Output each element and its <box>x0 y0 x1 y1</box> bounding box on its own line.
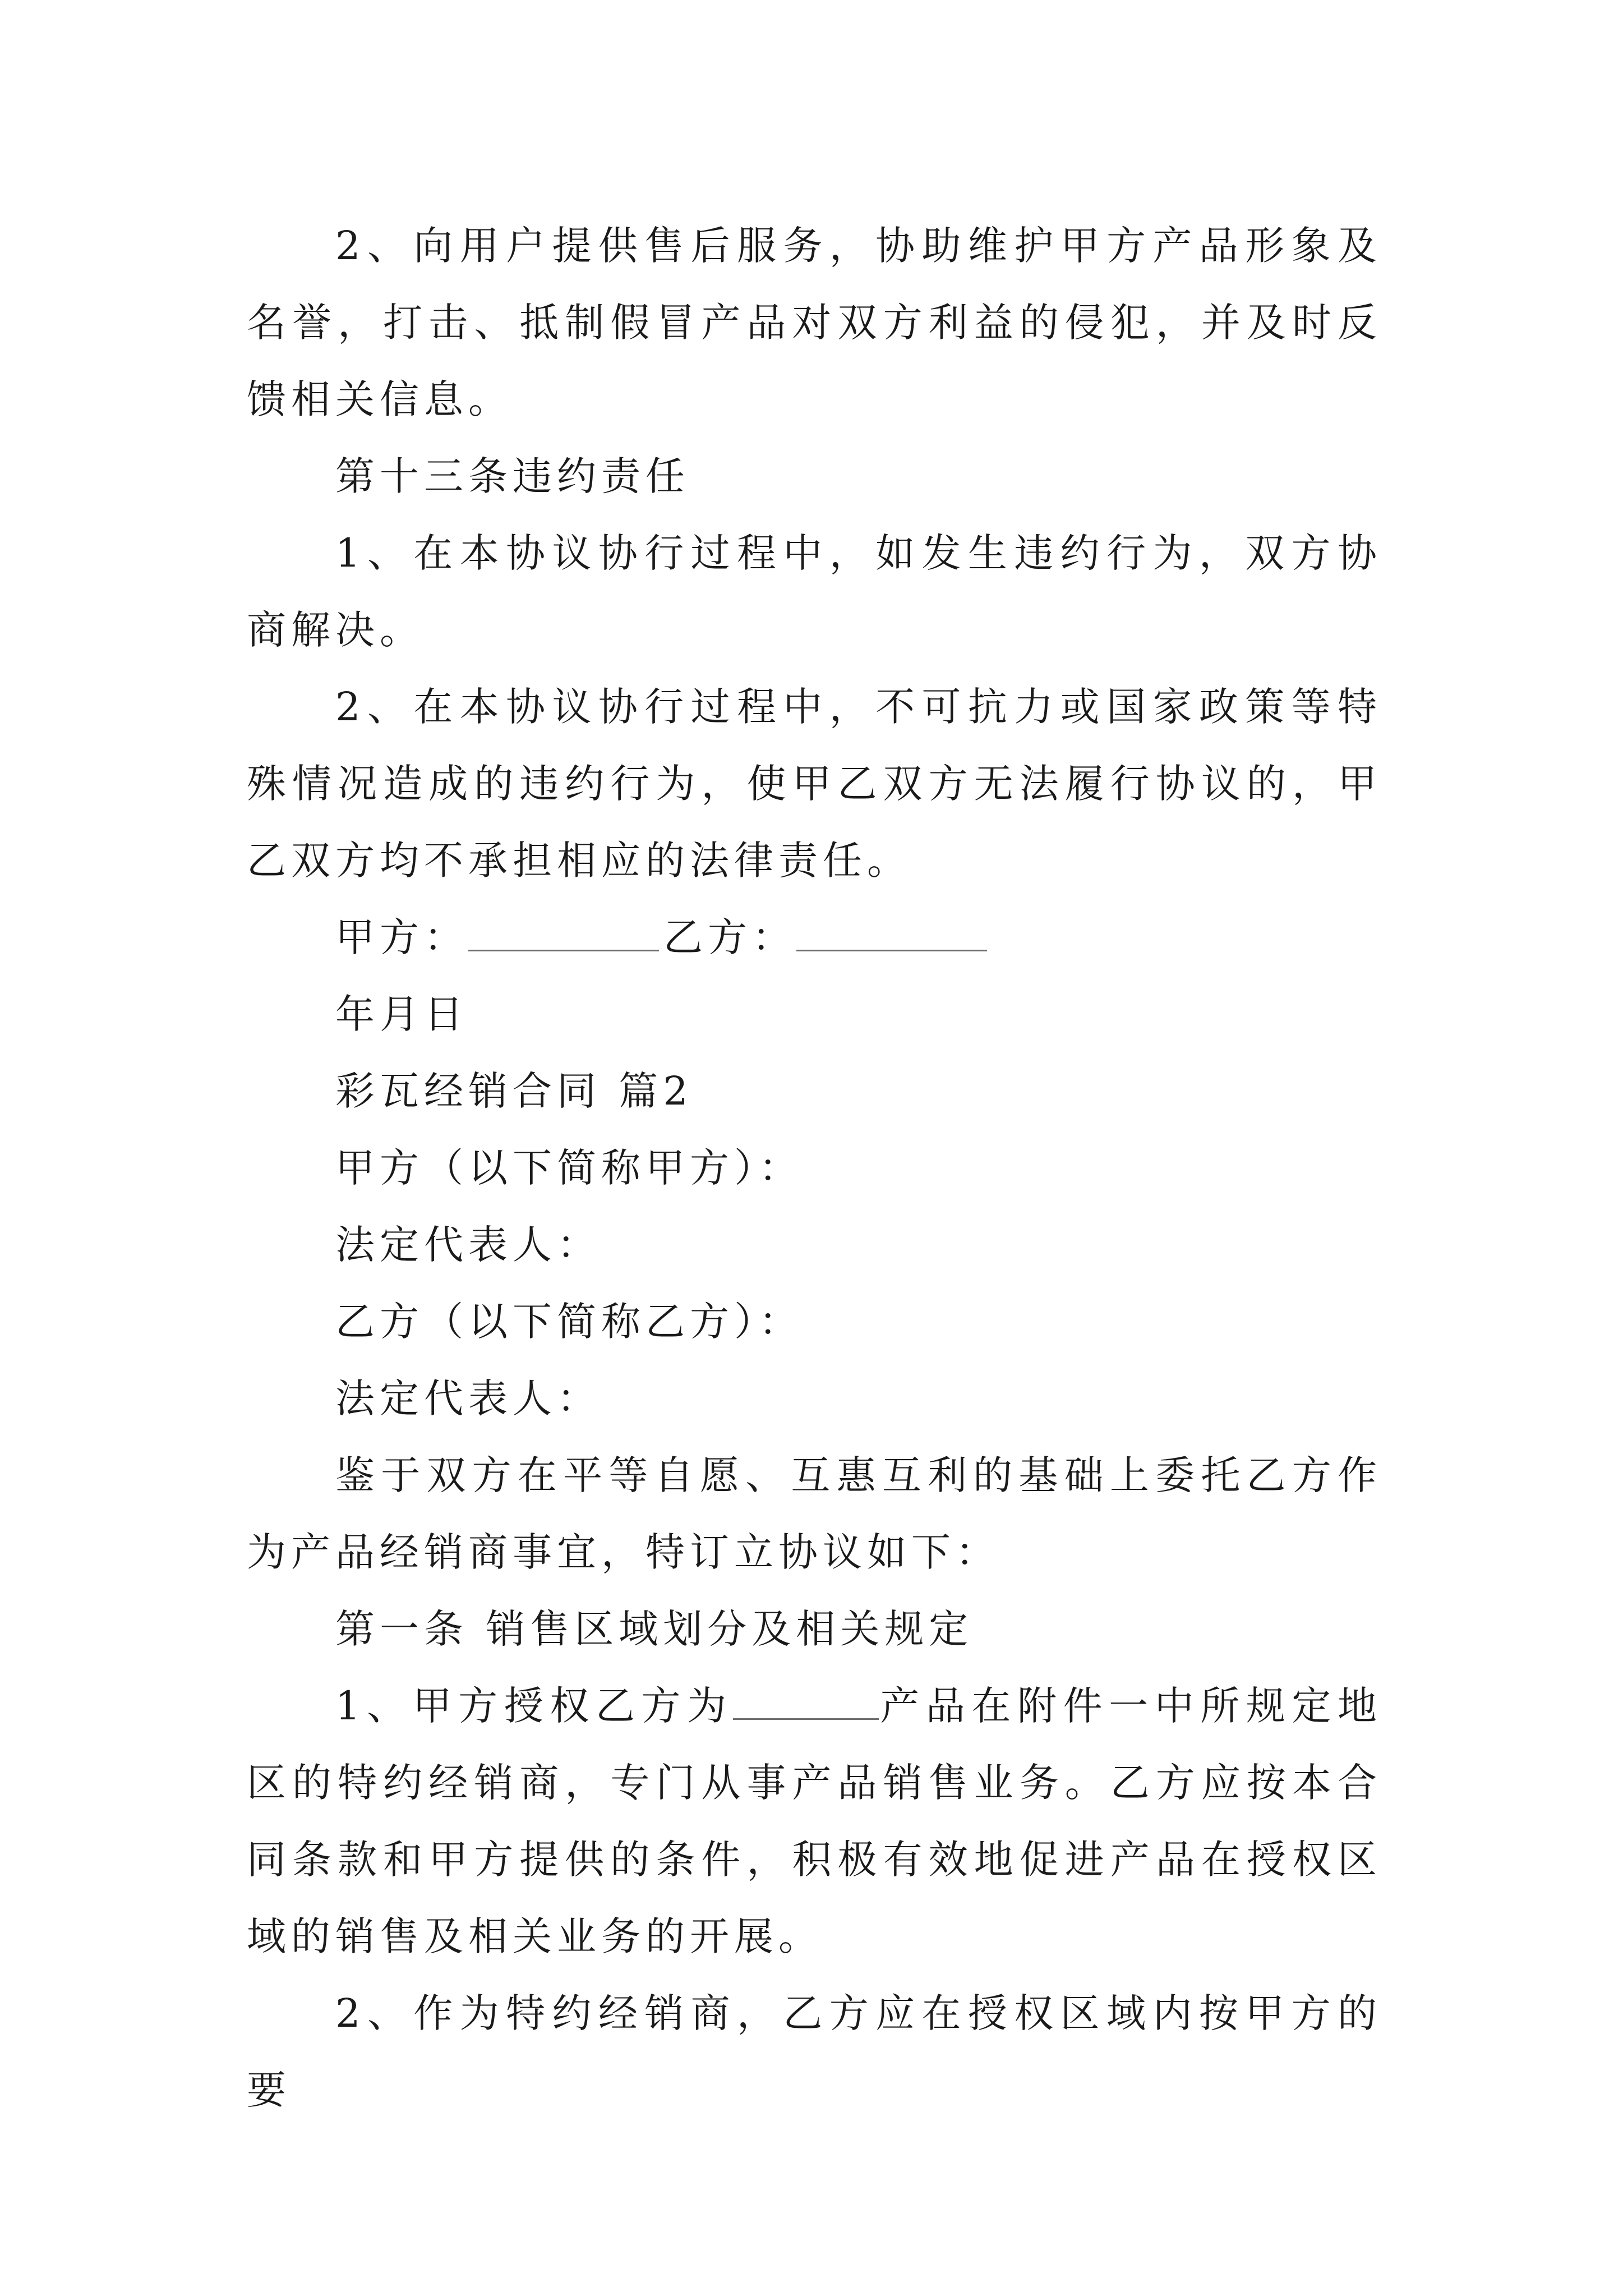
intro-paragraph: 鉴于双方在平等自愿、互惠互利的基础上委托乙方作为产品经销商事宜，特订立协议如下： <box>247 1452 1382 1575</box>
article-13-heading: 第十三条违约责任 <box>335 453 690 499</box>
paragraph-after-sales: 2、向用户提供售后服务，协助维护甲方产品形象及名誉，打击、抵制假冒产品对双方利益的侵犯，并及时反馈相关信息。 <box>247 223 1382 422</box>
product-name-blank <box>733 1668 879 1720</box>
party-a-line: 甲方（以下简称甲方）： <box>335 1145 803 1191</box>
signature-line <box>247 899 1382 976</box>
clause-1-text-start: 1、甲方授权乙方为 <box>335 1683 733 1729</box>
party-b-line: 乙方（以下简称乙方）： <box>335 1299 803 1345</box>
clause-1-text-end: 产品在附件一中所规定地区的特约经销商，专门从事产品销售业务。乙方应按本合同条款和甲方提供的条件，积极有效地促进产品在授权区域的销售及相关业务的开展。 <box>247 1683 1382 1959</box>
party-b-signature-blank <box>796 899 987 951</box>
paragraph-breach-1: 1、在本协议协行过程中，如发生违约行为，双方协商解决。 <box>247 530 1382 653</box>
party-b-representative-line: 法定代表人： <box>335 1375 601 1421</box>
contract-2-title: 彩瓦经销合同 篇2 <box>335 1068 693 1114</box>
party-a-signature-blank <box>468 899 659 951</box>
article-1-clause-2: 2、作为特约经销商，乙方应在授权区域内按甲方的要 <box>247 1990 1382 2113</box>
party-a-signature-label: 甲方： <box>335 914 468 960</box>
party-b-signature-label: 乙方： <box>663 914 796 960</box>
party-a-representative-line: 法定代表人： <box>335 1222 601 1268</box>
article-1-heading: 第一条 销售区域划分及相关规定 <box>335 1606 974 1652</box>
date-line: 年月日 <box>335 991 468 1037</box>
document-body <box>247 208 1382 2129</box>
paragraph-breach-2: 2、在本协议协行过程中，不可抗力或国家政策等特殊情况造成的违约行为，使甲乙双方无法履行协议的，甲乙双方均不承担相应的法律责任。 <box>247 684 1382 884</box>
article-1-clause-1 <box>247 1668 1382 1975</box>
